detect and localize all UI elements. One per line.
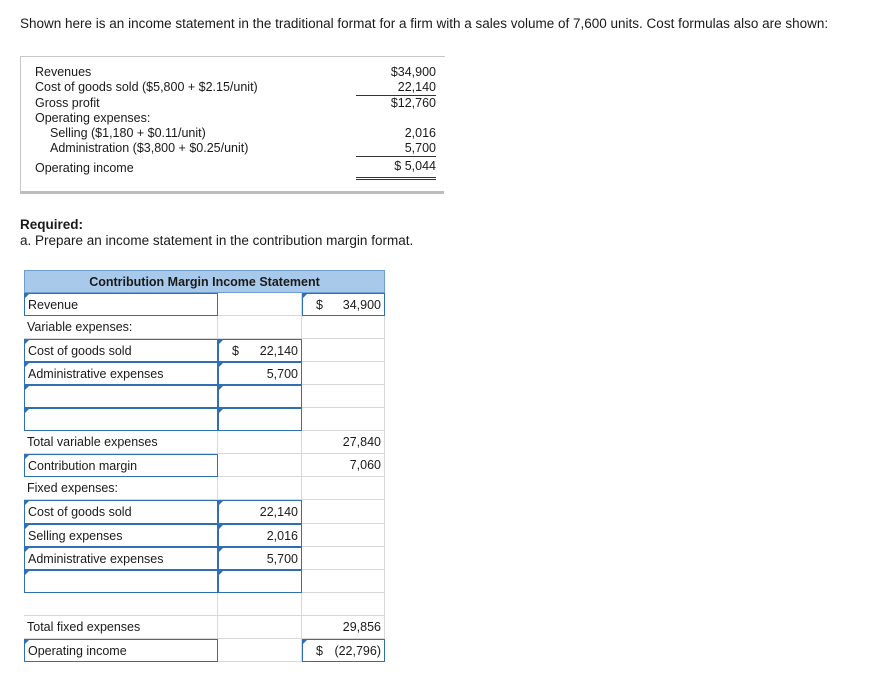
total-amount-cell xyxy=(302,524,385,547)
input-marker-icon xyxy=(25,501,29,505)
variable-amount-cell xyxy=(218,593,302,616)
total-amount-cell xyxy=(302,385,385,408)
total-amount-cell xyxy=(302,431,385,454)
total-amount-cell xyxy=(302,339,385,362)
row-label xyxy=(24,477,218,500)
cm-table-title: Contribution Margin Income Statement xyxy=(24,270,385,293)
row-label-text: Selling expenses xyxy=(28,529,123,543)
given-amount-revenues: $34,900 xyxy=(390,65,436,79)
row-label xyxy=(24,616,218,639)
required-part-a: a. Prepare an income statement in the contribution margin format. xyxy=(20,233,414,248)
input-marker-icon xyxy=(25,640,29,644)
amount-value: (22,796) xyxy=(334,644,381,658)
variable-amount-cell[interactable] xyxy=(218,339,302,362)
row-label-text: Total fixed expenses xyxy=(27,620,141,634)
row-label-input[interactable] xyxy=(24,362,218,385)
row-label-input[interactable] xyxy=(24,339,218,362)
input-marker-icon xyxy=(25,294,29,298)
amount-value: 29,856 xyxy=(342,620,381,634)
total-amount-cell[interactable] xyxy=(302,639,385,662)
amount-value: 5,700 xyxy=(266,552,298,566)
total-amount-cell[interactable] xyxy=(302,293,385,316)
total-amount-cell xyxy=(302,570,385,593)
total-amount-cell xyxy=(302,408,385,431)
variable-amount-cell xyxy=(218,477,302,500)
given-amount-operating-income: $ 5,044 xyxy=(356,159,436,180)
input-marker-icon xyxy=(25,525,29,529)
variable-amount-cell xyxy=(218,454,302,477)
row-label-text: Contribution margin xyxy=(28,459,138,473)
row-label-text: Cost of goods sold xyxy=(28,505,132,519)
input-marker-icon xyxy=(303,294,307,298)
variable-amount-cell xyxy=(218,316,302,339)
given-label-cogs: Cost of goods sold ($5,800 + $2.15/unit) xyxy=(35,80,258,94)
input-marker-icon xyxy=(219,409,223,413)
row-label-input[interactable] xyxy=(24,570,218,593)
input-marker-icon xyxy=(25,386,29,390)
row-label-input[interactable] xyxy=(24,547,218,570)
row-label xyxy=(24,431,218,454)
row-label-input[interactable] xyxy=(24,293,218,316)
variable-amount-cell[interactable] xyxy=(218,570,302,593)
row-label-input[interactable] xyxy=(24,454,218,477)
total-amount-cell xyxy=(302,477,385,500)
required-heading: Required: xyxy=(20,217,84,232)
total-amount-cell xyxy=(302,500,385,524)
amount-value: 5,700 xyxy=(266,367,298,381)
row-label xyxy=(24,593,218,616)
currency-sign: $ xyxy=(232,344,239,358)
row-label-text: Administrative expenses xyxy=(28,552,164,566)
row-label xyxy=(24,316,218,339)
input-marker-icon xyxy=(25,340,29,344)
traditional-income-statement xyxy=(20,56,445,193)
input-marker-icon xyxy=(25,548,29,552)
variable-amount-cell xyxy=(218,431,302,454)
amount-value: 27,840 xyxy=(342,435,381,449)
variable-amount-cell[interactable] xyxy=(218,362,302,385)
input-marker-icon xyxy=(303,640,307,644)
input-marker-icon xyxy=(219,548,223,552)
row-label-text: Administrative expenses xyxy=(28,367,164,381)
row-label-text: Total variable expenses xyxy=(27,435,158,449)
variable-amount-cell[interactable] xyxy=(218,524,302,547)
variable-amount-cell[interactable] xyxy=(218,500,302,524)
input-marker-icon xyxy=(219,363,223,367)
given-amount-selling: 2,016 xyxy=(404,126,436,140)
given-amount-administration: 5,700 xyxy=(356,141,436,157)
variable-amount-cell[interactable] xyxy=(218,547,302,570)
row-label-text: Cost of goods sold xyxy=(28,344,132,358)
amount-value: 7,060 xyxy=(349,458,381,472)
given-label-administration: Administration ($3,800 + $0.25/unit) xyxy=(50,141,249,155)
row-label-input[interactable] xyxy=(24,385,218,408)
row-label-text: Operating income xyxy=(28,644,127,658)
total-amount-cell xyxy=(302,616,385,639)
given-amount-gross-profit: $12,760 xyxy=(390,96,436,110)
total-amount-cell xyxy=(302,362,385,385)
row-label-input[interactable] xyxy=(24,408,218,431)
currency-sign: $ xyxy=(316,298,323,312)
amount-value: 2,016 xyxy=(266,529,298,543)
input-marker-icon xyxy=(25,455,29,459)
variable-amount-cell[interactable] xyxy=(218,385,302,408)
currency-sign: $ xyxy=(316,644,323,658)
amount-value: 34,900 xyxy=(342,298,381,312)
input-marker-icon xyxy=(219,571,223,575)
input-marker-icon xyxy=(219,525,223,529)
statement-divider xyxy=(20,191,444,194)
variable-amount-cell xyxy=(218,293,302,316)
amount-value: 22,140 xyxy=(259,505,298,519)
total-amount-cell xyxy=(302,547,385,570)
variable-amount-cell xyxy=(218,616,302,639)
row-label-text: Revenue xyxy=(28,298,79,312)
amount-value: 22,140 xyxy=(259,344,298,358)
row-label-input[interactable] xyxy=(24,524,218,547)
given-label-operating-expenses: Operating expenses: xyxy=(35,111,151,125)
total-amount-cell xyxy=(302,316,385,339)
input-marker-icon xyxy=(25,363,29,367)
row-label-text: Variable expenses: xyxy=(27,320,133,334)
given-label-revenues: Revenues xyxy=(35,65,92,79)
given-label-operating-income: Operating income xyxy=(35,161,134,175)
input-marker-icon xyxy=(219,340,223,344)
given-amount-cogs: 22,140 xyxy=(356,80,436,96)
variable-amount-cell[interactable] xyxy=(218,408,302,431)
row-label-input[interactable] xyxy=(24,500,218,524)
given-label-selling: Selling ($1,180 + $0.11/unit) xyxy=(50,126,206,140)
input-marker-icon xyxy=(25,409,29,413)
input-marker-icon xyxy=(25,571,29,575)
total-amount-cell xyxy=(302,593,385,616)
given-label-gross-profit: Gross profit xyxy=(35,96,100,110)
input-marker-icon xyxy=(219,386,223,390)
variable-amount-cell xyxy=(218,639,302,662)
total-amount-cell xyxy=(302,454,385,477)
row-label-input[interactable] xyxy=(24,639,218,662)
row-label-text: Fixed expenses: xyxy=(27,481,119,495)
input-marker-icon xyxy=(219,501,223,505)
intro-text: Shown here is an income statement in the traditional format for a firm with a sales volume of 7,600 units. Cost formulas also are shown: xyxy=(20,16,829,31)
